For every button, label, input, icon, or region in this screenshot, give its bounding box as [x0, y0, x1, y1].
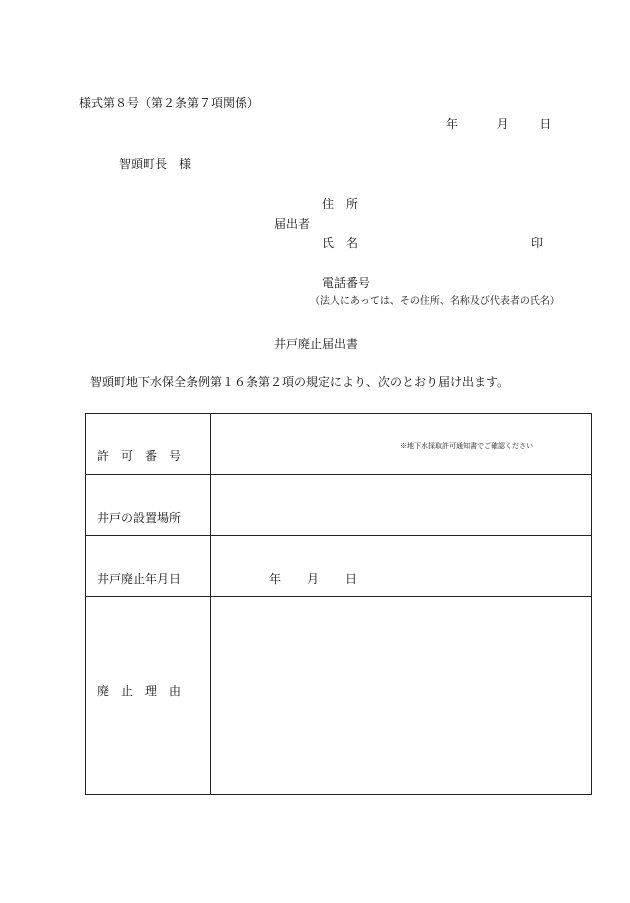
abolition-reason-label: 廃 止 理 由 [97, 684, 182, 698]
abolition-day-label: 日 [345, 572, 358, 586]
permit-number-note: ※地下水採取許可通知書でご確認ください [400, 442, 533, 450]
date-day-label: 日 [539, 117, 552, 131]
abolition-year-label: 年 [269, 572, 282, 586]
seal-mark: 印 [531, 236, 544, 250]
abolition-date-label-cell [86, 536, 211, 596]
table-row-well-location [86, 475, 591, 536]
abolition-date-label: 井戸廃止年月日 [97, 572, 182, 586]
document-title: 井戸廃止届出書 [274, 337, 359, 351]
applicant-group-label: 届出者 [274, 217, 311, 231]
table-row-abolition-date [86, 536, 591, 597]
applicant-phone-label: 電話番号 [322, 276, 371, 290]
submission-date [446, 118, 551, 130]
well-location-label: 井戸の設置場所 [97, 511, 182, 525]
abolition-reason-field[interactable] [211, 597, 591, 795]
form-number: 様式第８号（第２条第７項関係） [79, 96, 260, 110]
abolition-date-slots [269, 570, 357, 587]
well-location-field[interactable] [211, 475, 591, 535]
applicant-name-label: 氏 名 [322, 236, 359, 250]
notification-form-table [85, 413, 592, 795]
date-month-label: 月 [496, 117, 509, 131]
permit-number-label: 許 可 番 号 [97, 449, 182, 463]
abolition-reason-label-cell [86, 597, 211, 795]
well-location-label-cell [86, 475, 211, 535]
corporate-note: （法人にあっては、その住所、名称及び代表者の氏名） [310, 296, 560, 307]
table-row-permit-number [86, 414, 591, 475]
permit-number-field[interactable] [211, 414, 591, 474]
table-row-abolition-reason [86, 597, 591, 795]
date-year-label: 年 [446, 117, 459, 131]
intro-statement: 智頭町地下水保全条例第１６条第２項の規定により、次のとおり届け出ます。 [90, 375, 510, 389]
addressee: 智頭町長 様 [119, 157, 192, 171]
permit-number-label-cell [86, 414, 211, 474]
applicant-address-label: 住 所 [322, 197, 359, 211]
abolition-date-field[interactable] [211, 536, 591, 596]
abolition-month-label: 月 [307, 572, 320, 586]
